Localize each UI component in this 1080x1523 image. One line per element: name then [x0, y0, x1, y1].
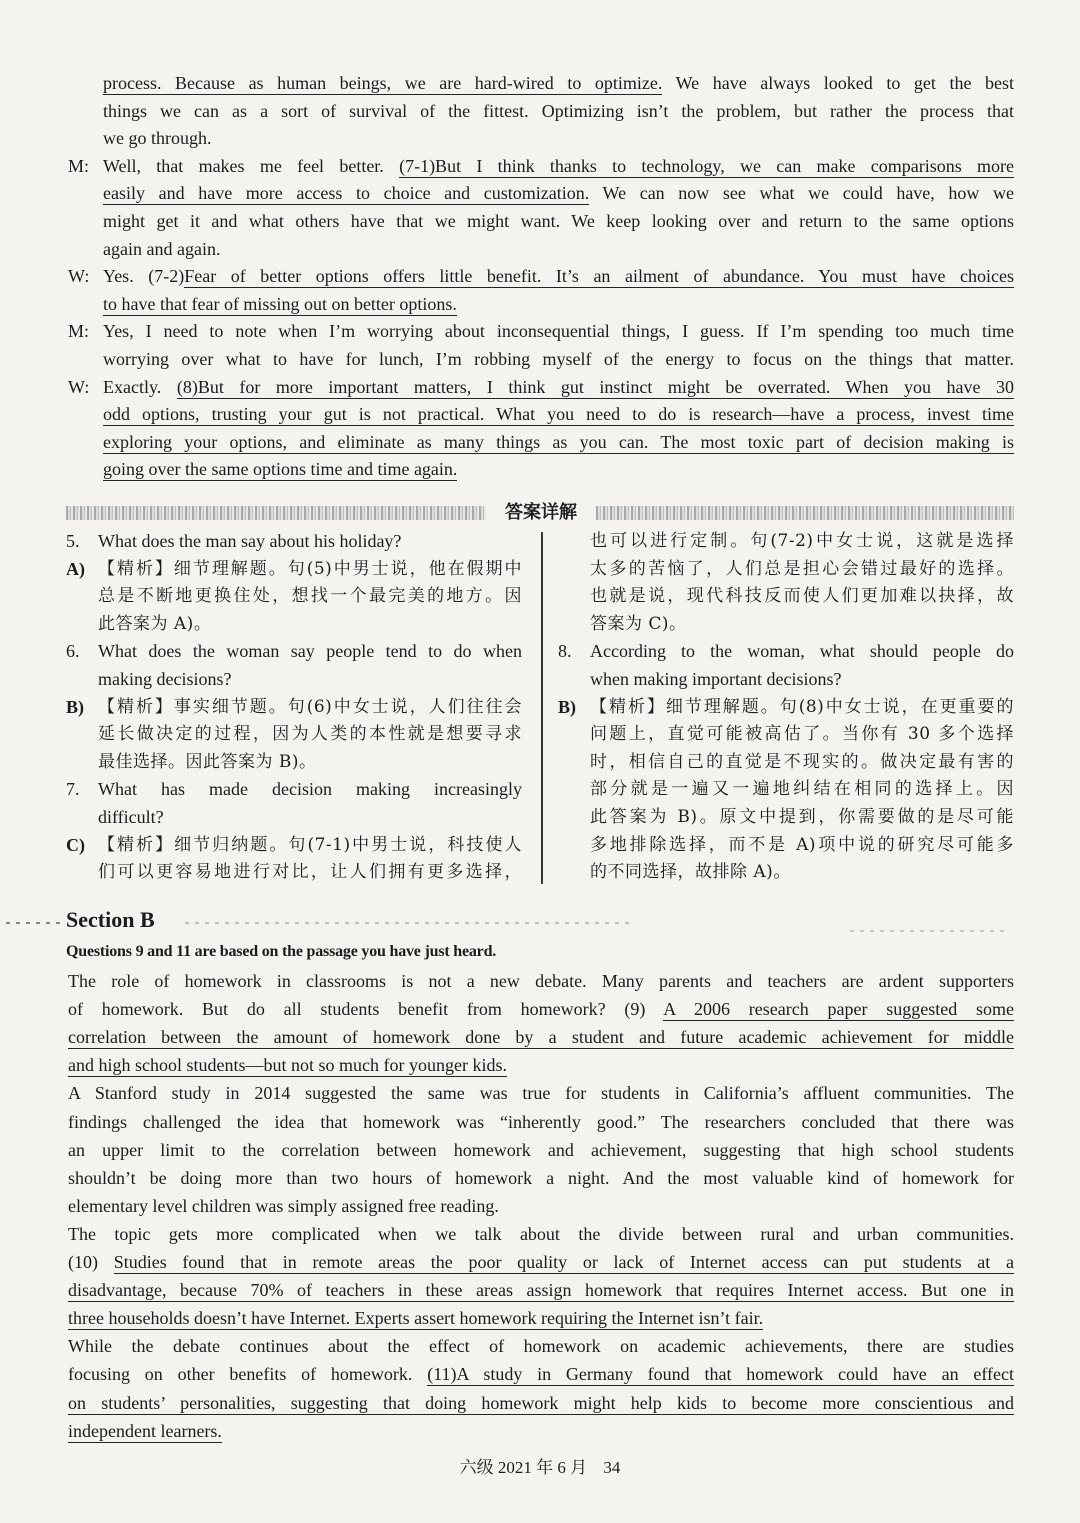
underlined-text: going over the same options time and time again.: [103, 459, 458, 480]
text-segment: The topic gets more complicated when we talk about the divide between rural and urban communities.: [68, 1223, 1014, 1244]
question-marker: 5.: [66, 531, 80, 551]
question-marker: B): [558, 696, 576, 717]
underlined-text: (11)A study in Germany found that homework could have an effect: [427, 1364, 1014, 1385]
text-segment: Yes, I need to note when I’m worrying about inconsequential things, I guess. If I’m spending too much time: [103, 321, 1014, 342]
question-marker: B): [66, 696, 84, 717]
underlined-text: disadvantage, because 70% of teachers in these areas assign homework that requires Internet access. But one in: [68, 1280, 1014, 1301]
analysis-text: 多地排除选择，而不是 A)项中说的研究尽可能多: [590, 834, 1014, 855]
speaker-label: M:: [68, 321, 90, 342]
text-segment: focusing on other benefits of homework.: [68, 1364, 428, 1385]
dialogue-line: [103, 70, 1014, 96]
underlined-text: A 2006 research paper suggested some: [663, 999, 1014, 1020]
text-segment: Yes. (7-2): [103, 266, 185, 287]
dialogue-line: [103, 456, 1014, 482]
text-segment: an upper limit to the correlation between homework and achievement, suggesting that high school students: [68, 1139, 1014, 1160]
dialogue-line: [103, 263, 1014, 289]
analysis-text: 此答案为 B)。原文中提到，你需要做的是尽可能: [590, 807, 1014, 827]
text-segment: Well, that makes me feel better.: [103, 155, 400, 176]
analysis-text: 部分就是一遍又一遍地纠结在相同的选择上。因: [590, 779, 1014, 800]
text-segment: We can now see what we could have, how we: [589, 183, 1015, 204]
text-segment: While the debate continues about the effect of homework on academic achievements, there are studies: [68, 1336, 1014, 1357]
text-segment: shouldn’t be doing more than two hours of homework a night. And the most valuable kind of homework for: [68, 1167, 1014, 1188]
answer-banner: [66, 500, 1014, 526]
text-segment: again and again.: [103, 238, 221, 259]
analysis-text: 【精析】细节归纳题。句(7-1)中男士说，科技使人: [98, 834, 522, 855]
underlined-text: on students’ personalities, suggesting that doing homework might help kids to become more conscientious and: [68, 1392, 1014, 1413]
dialogue-line: [103, 180, 1014, 206]
underlined-text: three households doesn’t have Internet. Experts assert homework requiring the Internet isn’t fair.: [68, 1308, 764, 1329]
underlined-text: odd options, trusting your gut is not practical. What you need to do is research—have a process, invest time: [103, 404, 1014, 425]
column-divider: [541, 532, 543, 884]
question-text: According to the woman, what should people do: [590, 641, 1014, 662]
question-text: making decisions?: [98, 669, 232, 689]
analysis-text: 也可以进行定制。句(7-2)中女士说，这就是选择: [590, 531, 1014, 551]
text-segment: of homework. But do all students benefit from homework? (9): [68, 999, 664, 1020]
banner-hatch-left: [66, 506, 486, 520]
underlined-text: easily and have more access to choice and customization.: [103, 183, 590, 204]
passage-line: [68, 1249, 1014, 1275]
underlined-text: (8)But for more important matters, I think gut instinct might be overrated. When you have 30: [176, 376, 1015, 397]
passage-line: [68, 1390, 1014, 1416]
underlined-text: exploring your options, and eliminate as many things as you can. The most toxic part of decision making is: [103, 431, 1014, 452]
question-marker: 6.: [66, 641, 80, 662]
dialogue-line: [103, 125, 1014, 151]
question-marker: A): [66, 558, 85, 579]
speaker-label: W:: [68, 376, 90, 397]
analysis-text: 也就是说，现代科技反而使人们更加难以抉择，故: [590, 586, 1014, 607]
question-marker: C): [66, 834, 85, 855]
passage-line: [68, 1418, 1014, 1444]
analysis-text: 【精析】细节理解题。句(8)中女士说，在更重要的: [590, 696, 1014, 717]
text-segment: We have always looked to get the best: [662, 73, 1014, 93]
dialogue-line: [103, 401, 1014, 427]
speaker-label: W:: [68, 266, 90, 287]
question-text: difficult?: [98, 807, 164, 827]
dialogue-line: [103, 208, 1014, 234]
underlined-text: process. Because as human beings, we are hard-wired to optimize.: [103, 73, 663, 93]
passage-line: [68, 1221, 1014, 1247]
passage-line: [68, 1277, 1014, 1303]
passage-line: [68, 1080, 1014, 1106]
passage-line: [68, 968, 1014, 994]
passage-line: [68, 1137, 1014, 1163]
passage-line: [68, 1109, 1014, 1135]
analysis-text: 问题上，直觉可能被高估了。当你有 30 多个选择: [590, 724, 1014, 745]
speaker-label: M:: [68, 155, 90, 176]
footer-page-number: 34: [603, 1458, 621, 1477]
question-marker: 7.: [66, 779, 80, 800]
dialogue-line: [103, 153, 1014, 179]
banner-hatch-right: [596, 506, 1014, 520]
section-title: Section B: [66, 907, 155, 932]
question-text: What does the man say about his holiday?: [98, 531, 402, 551]
underlined-text: independent learners.: [68, 1420, 222, 1441]
question-text: What has made decision making increasingly: [98, 779, 522, 800]
analysis-text: 【精析】事实细节题。句(6)中女士说，人们往往会: [98, 696, 522, 717]
text-segment: Exactly.: [103, 376, 177, 397]
section-rule-right: [185, 922, 635, 924]
dialogue-line: [103, 318, 1014, 344]
analysis-text: 太多的苦恼了，人们总是担心会错过最好的选择。: [590, 558, 1014, 579]
dialogue-line: [103, 429, 1014, 455]
analysis-text: 延长做决定的过程，因为人类的本性就是想要寻求: [98, 724, 522, 745]
banner-title: 答案详解: [505, 502, 577, 523]
text-segment: findings challenged the idea that homework was “inherently good.” The researchers concluded that there was: [68, 1111, 1014, 1132]
text-segment: elementary level children was simply assigned free reading.: [68, 1195, 499, 1216]
analysis-text: 最佳选择。因此答案为 B)。: [98, 751, 317, 772]
text-segment: we go through.: [103, 128, 212, 149]
question-text: What does the woman say people tend to do when: [98, 641, 522, 662]
underlined-text: correlation between the amount of homework done by a student and future academic achievement for middle: [68, 1027, 1014, 1048]
section-rule-far: [850, 930, 1010, 932]
section-rule-left: [6, 922, 62, 924]
passage-line: [68, 1193, 1014, 1219]
text-segment: (10): [68, 1252, 114, 1272]
passage-line: [68, 996, 1014, 1022]
dialogue-line: [103, 98, 1014, 124]
analysis-text: 们可以更容易地进行对比，让人们拥有更多选择，: [98, 862, 522, 883]
analysis-text: 总是不断地更换住处，想找一个最完美的地方。因: [98, 586, 522, 607]
underlined-text: Fear of better options offers little benefit. It’s an ailment of abundance. You must have choices: [184, 266, 1014, 287]
section-subtitle: Questions 9 and 11 are based on the passage you have just heard.: [66, 943, 497, 960]
underlined-text: (7-1)But I think thanks to technology, we can make comparisons more: [399, 155, 1014, 176]
analysis-text: 答案为 C)。: [590, 613, 687, 634]
text-segment: worrying over what to have for lunch, I’m robbing myself of the energy to focus on the things that matter.: [103, 349, 1014, 369]
dialogue-line: [103, 291, 1014, 317]
question-text: when making important decisions?: [590, 669, 842, 689]
text-segment: things we can as a sort of survival of the fittest. Optimizing isn’t the problem, but rather the process that: [103, 100, 1014, 121]
text-segment: might get it and what others have that we might want. We keep looking over and return to the same options: [103, 211, 1014, 231]
analysis-text: 【精析】细节理解题。句(5)中男士说，他在假期中: [98, 558, 522, 579]
underlined-text: Studies found that in remote areas the poor quality or lack of Internet access can put students at a: [113, 1252, 1014, 1272]
passage-line: [68, 1165, 1014, 1191]
question-marker: 8.: [558, 641, 572, 662]
dialogue-line: [103, 236, 1014, 262]
footer-exam: 六级 2021 年 6 月: [459, 1458, 588, 1477]
analysis-text: 此答案为 A)。: [98, 613, 212, 634]
dialogue-line: [103, 346, 1014, 372]
underlined-text: and high school students—but not so much for younger kids.: [68, 1055, 507, 1076]
analysis-text: 时，相信自己的直觉是不现实的。做决定最有害的: [590, 751, 1014, 772]
page-footer: [0, 1453, 1080, 1478]
underlined-text: to have that fear of missing out on better options.: [103, 293, 457, 314]
text-segment: The role of homework in classrooms is not a new debate. Many parents and teachers are ardent supporters: [68, 971, 1014, 991]
analysis-text: 的不同选择，故排除 A)。: [590, 862, 791, 883]
dialogue-line: [103, 374, 1014, 400]
passage-line: [68, 1052, 1014, 1078]
text-segment: A Stanford study in 2014 suggested the same was true for students in California’s affluent communities. The: [68, 1083, 1014, 1104]
passage-line: [68, 1305, 1014, 1331]
passage-line: [68, 1333, 1014, 1359]
passage-line: [68, 1361, 1014, 1387]
passage-line: [68, 1024, 1014, 1050]
